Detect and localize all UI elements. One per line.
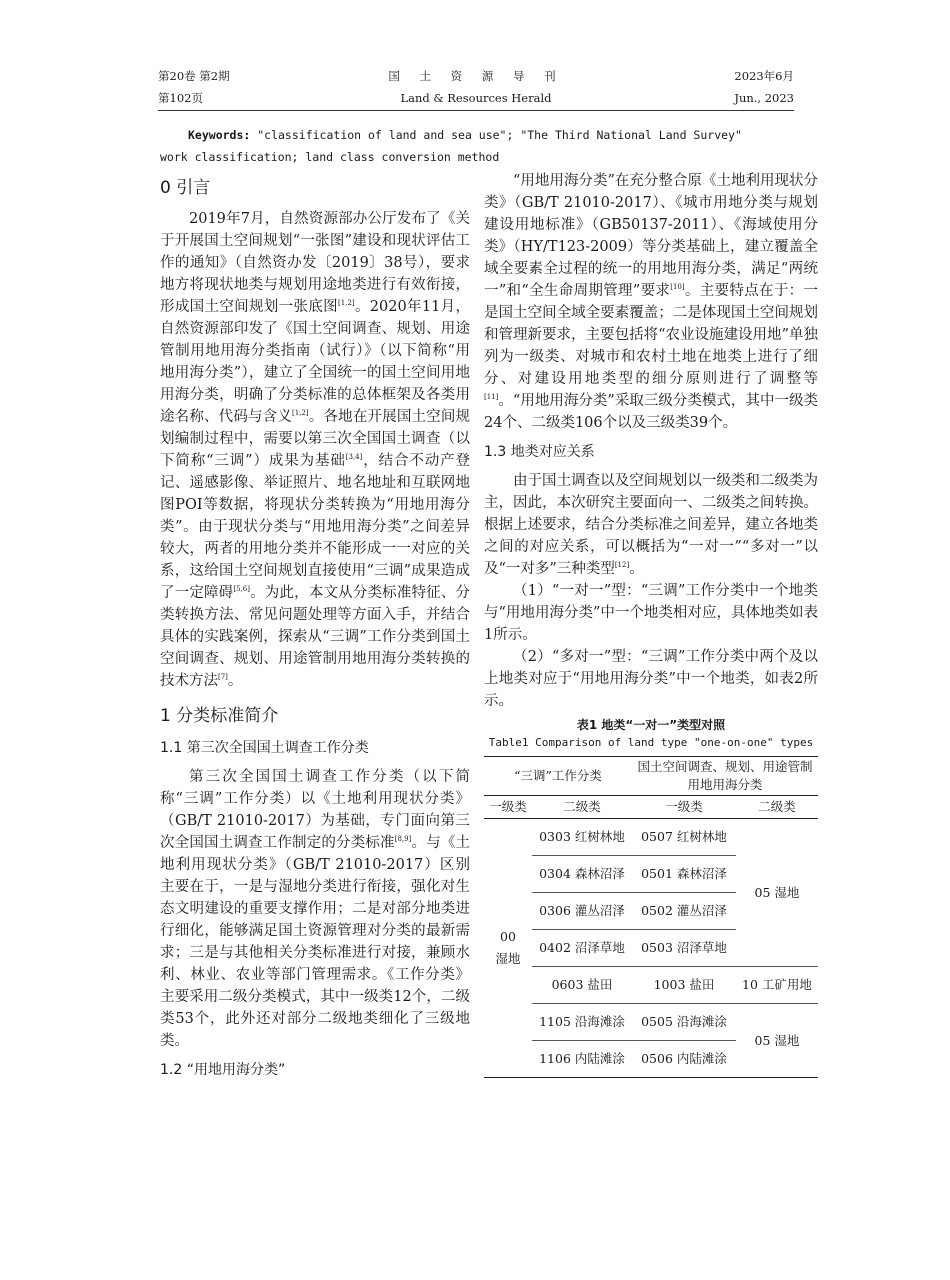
table-cell: 0502 灌丛沼泽: [632, 893, 736, 930]
land-type-table: [484, 756, 818, 1078]
paragraph-1-2: “用地用海分类”在充分整合原《土地利用现状分类》（GB/T 21010-2017）、《城市用地分类与规划建设用地标准》（GB50137-2011）、《海域使用分类》（HY/T123-2009）等分类基础上，建立覆盖全域全要素全过程的统一的用地用海分类，满足“两统一”和“全生命周期管理”要求[10]。主要特点在于：一是国土空间全域全要素覆盖；二是体现国土空间规划和管理新要求，主要包括将“农业设施建设用地”单独列为一级类、对城市和农村土地在地类上进行了细分、对建设用地类型的细分原则进行了调整等[11]。“用地用海分类”采取三级分类模式，其中一级类24个、二级类106个以及三级类39个。: [484, 173, 818, 431]
citation: [11]: [484, 393, 499, 402]
table-cell: 0501 森林沼泽: [632, 856, 736, 893]
paragraph-one-to-one: （1）“一对一”型：“三调”工作分类中一个地类与“用地用海分类”中一个地类相对应，具体地类如表1所示。: [484, 583, 818, 643]
table-subheader: 二级类: [736, 796, 818, 819]
table-caption: 表1 地类“一对一”类型对照: [576, 718, 726, 732]
keywords-line-1: "classification of land and sea use"; "The Third National Land Survey": [250, 128, 742, 142]
table-subheader: 一级类: [484, 796, 532, 819]
table-cell: 0505 沿海滩涂: [632, 1004, 736, 1041]
citation: [5,6]: [233, 585, 250, 594]
citation: [10]: [670, 283, 685, 292]
citation: [8,9]: [394, 835, 412, 844]
keywords-line-2: work classification; land class conversion method: [160, 150, 500, 164]
group-cell: 00 湿地: [484, 819, 532, 1078]
volume-issue: 第20卷 第2期: [158, 69, 230, 83]
table-header-left: “三调”工作分类: [484, 757, 632, 796]
table-row: [484, 967, 818, 1004]
subsection-heading-1-3: 1.3 地类对应关系: [484, 444, 595, 460]
section-heading-intro: 0 引言: [160, 178, 211, 198]
intro-paragraph: 2019年7月，自然资源部办公厅发布了《关于开展国土空间规划“一张图”建设和现状评估工作的通知》（自然资办发〔2019〕38号），要求地方将现状地类与规划用途地类进行有效衔接，形成国土空间规划一张底图[1,2]。2020年11月，自然资源部印发了《国土空间调查、规划、用途管制用地用海分类指南（试行）》（以下简称“用地用海分类”），建立了全国统一的国土空间用地用海分类，明确了分类标准的总体框架及各类用途名称、代码与含义[1,2]。各地在开展国土空间规划编制过程中，需要以第三次全国国土调查（以下简称“三调”）成果为基础[3,4]，结合不动产登记、遥感影像、举证照片、地名地址和互联网地图POI等数据，将现状分类转换为“用地用海分类”。由于现状分类与“用地用海分类”之间差异较大，两者的用地分类并不能形成一一对应的关系，这给国土空间规划直接使用“三调”成果造成了一定障碍[5,6]。为此，本文从分类标准特征、分类转换方法、常见问题处理等方面入手，并结合具体的实践案例，探索从“三调”工作分类到国土空间调查、规划、用途管制用地用海分类转换的技术方法[7]。: [160, 211, 471, 689]
table-subheader: 一级类: [632, 796, 736, 819]
table-cell: 1105 沿海滩涂: [532, 1004, 632, 1041]
page-number: 第102页: [158, 91, 203, 105]
table-cell: 0304 森林沼泽: [532, 856, 632, 893]
table-cell: 0303 红树林地: [532, 819, 632, 856]
table-header-right: 国土空间调查、规划、用途管制 用地用海分类: [632, 757, 818, 796]
paragraph-1-1: 第三次全国国土调查工作分类（以下简称“三调”工作分类）以《土地利用现状分类》（GB/T 21010-2017）为基础，专门面向第三次全国国土调查工作制定的分类标准[8,9]。与《土地利用现状分类》（GB/T 21010-2017）区别主要在于，一是与湿地分类进行衔接，强化对生态文明建设的重要支撑作用；二是对部分地类进行细化，能够满足国土资源管理对分类的最新需求；三是与其他相关分类标准进行对接，兼顾水利、林业、农业等部门管理需求。《工作分类》主要采用二级分类模式，其中一级类12个，二级类53个，此外还对部分二级地类细化了三级地类。: [160, 769, 471, 1049]
issue-date: 2023年6月: [734, 69, 794, 83]
table-cell: 1106 内陆滩涂: [532, 1041, 632, 1078]
paragraph-many-to-one: （2）“多对一”型：“三调”工作分类中两个及以上地类对应于“用地用海分类”中一个地类，如表2所示。: [484, 649, 818, 709]
table-cell: 0507 红树林地: [632, 819, 736, 856]
table-cell: 05 湿地: [736, 819, 818, 967]
citation: [7]: [218, 673, 228, 682]
journal-title: 国 土 资 源 导 刊: [388, 69, 564, 83]
right-column: [484, 170, 818, 1078]
issue-date-en: Jun., 2023: [734, 91, 794, 105]
paragraph-1-3: 由于国土调查以及空间规划以一级类和二级类为主，因此，本次研究主要面向一、二级类之间转换。根据上述要求，结合分类标准之间差异，建立各地类之间的对应关系，可以概括为“一对一”“多对一”以及“一对多”三种类型[12]。: [484, 473, 818, 577]
citation: [12]: [614, 561, 630, 570]
keywords-label: Keywords:: [188, 128, 251, 142]
section-heading-1: 1 分类标准简介: [160, 706, 279, 726]
left-column: [160, 170, 470, 1088]
table-cell: 0603 盐田: [532, 967, 632, 1004]
table-cell: 0506 内陆滩涂: [632, 1041, 736, 1078]
table-cell: 0503 沼泽草地: [632, 930, 736, 967]
table-subheader: 二级类: [532, 796, 632, 819]
table-cell: 1003 盐田: [632, 967, 736, 1004]
citation: [1,2]: [292, 409, 309, 418]
table-cell: 05 湿地: [736, 1004, 818, 1078]
table-cell: 10 工矿用地: [736, 967, 818, 1004]
running-header: [158, 66, 794, 111]
table-cell: 0402 沼泽草地: [532, 930, 632, 967]
citation: [1,2]: [338, 299, 355, 308]
table-row: [484, 819, 818, 856]
journal-title-en: Land & Resources Herald: [400, 91, 552, 105]
citation: [3,4]: [345, 453, 363, 462]
subsection-heading-1-1: 1.1 第三次全国国土调查工作分类: [160, 740, 369, 756]
table-cell: 0306 灌丛沼泽: [532, 893, 632, 930]
subsection-heading-1-2: 1.2 “用地用海分类”: [160, 1062, 286, 1078]
table-row: [484, 1004, 818, 1041]
keywords-block: [160, 124, 800, 168]
table-caption-en: Table1 Comparison of land type "one-on-one" types: [488, 736, 814, 749]
